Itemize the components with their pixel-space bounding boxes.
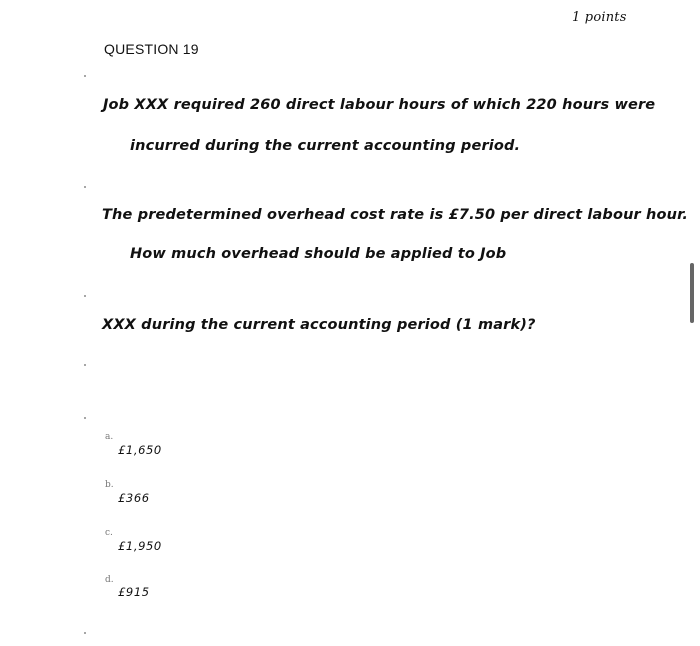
divider-dot (84, 417, 86, 419)
question-text-line: How much overhead should be applied to Job (130, 246, 507, 262)
question-text-line: incurred during the current accounting period. (130, 138, 521, 154)
points-label: 1 points (572, 10, 627, 25)
option-letter: c. (105, 528, 113, 538)
scrollbar-thumb[interactable] (690, 263, 694, 323)
option-text[interactable]: £1,950 (118, 539, 162, 553)
question-text-line: The predetermined overhead cost rate is £7.50 per direct labour hour. (102, 207, 688, 223)
divider-dot (84, 295, 86, 297)
option-letter: a. (105, 432, 114, 442)
option-text[interactable]: £366 (118, 491, 150, 505)
option-text[interactable]: £915 (118, 585, 150, 599)
option-letter: d. (105, 575, 114, 585)
option-text[interactable]: £1,650 (118, 443, 162, 457)
question-text-line: XXX during the current accounting period (1 mark)? (102, 317, 536, 333)
divider-dot (84, 364, 86, 366)
divider-dot (84, 75, 86, 77)
question-title: QUESTION 19 (104, 41, 199, 57)
divider-dot (84, 186, 86, 188)
divider-dot (84, 632, 86, 634)
option-letter: b. (105, 480, 114, 490)
question-text-line: Job XXX required 260 direct labour hours of which 220 hours were (103, 97, 656, 113)
